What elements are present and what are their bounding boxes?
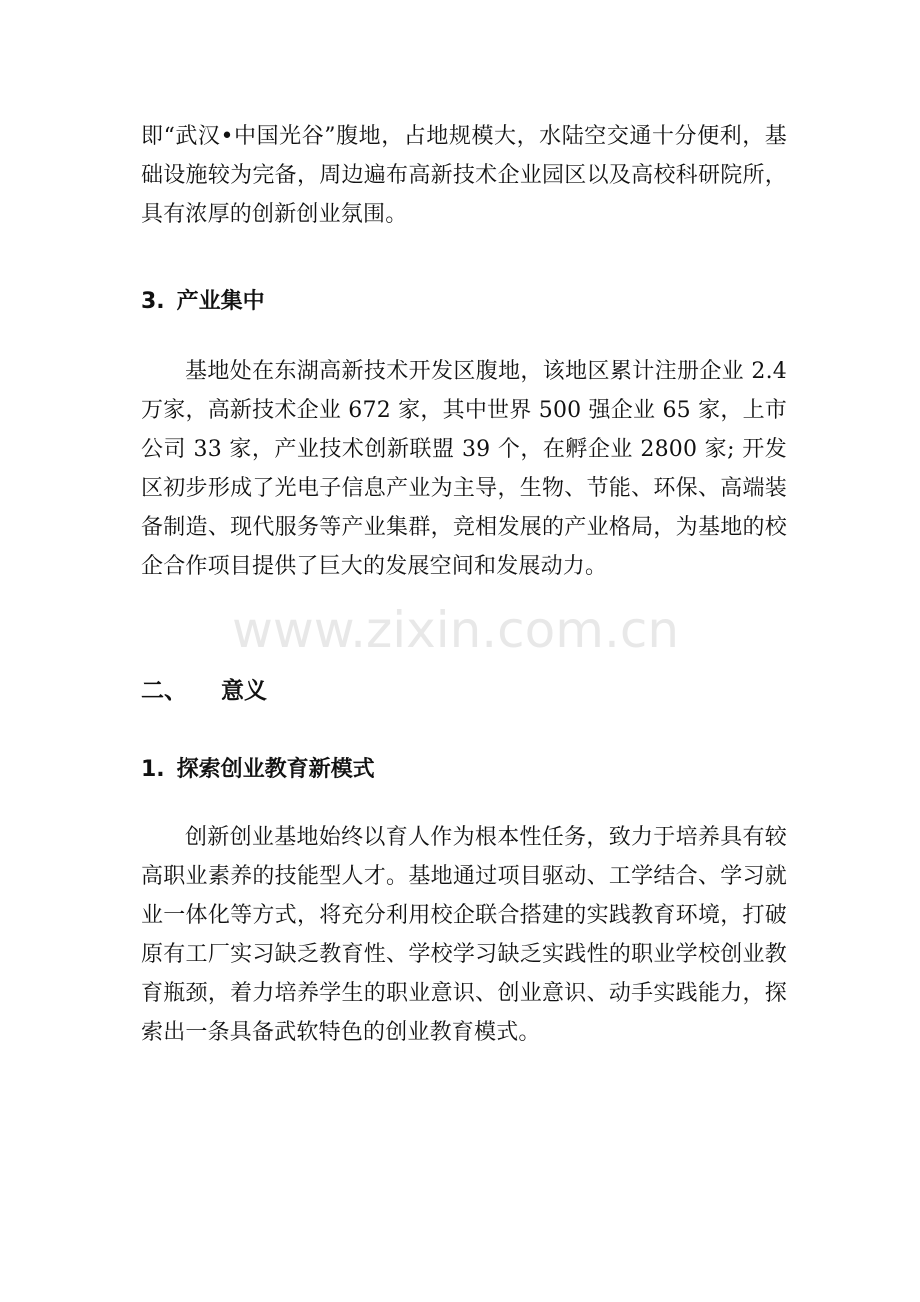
paragraph-education-model: 创新创业基地始终以育人作为根本性任务，致力于培养具有较高职业素养的技能型人才。基地通过项目驱动、工学结合、学习就业一体化等方式，将充分利用校企联合搭建的实践教育环境，打破原有工厂实习缺乏教育性、学校学习缺乏实践性的职业学校创业教育瓶颈，着力培养学生的职业意识、创业意识、动手实践能力，探索出一条具备武软特色的创业教育模式。 (141, 825, 787, 1045)
heading-title: 意义 (221, 678, 267, 704)
heading-number: 二、 (141, 678, 187, 704)
watermark: www.zixin.com.cn (232, 601, 680, 659)
heading-industry-concentration (141, 287, 265, 317)
heading-title: 探索创业教育新模式 (176, 757, 375, 782)
heading-number: 1. (141, 757, 165, 782)
heading-explore-education-model (141, 755, 375, 785)
heading-significance (141, 676, 267, 706)
heading-number: 3. (141, 289, 165, 314)
paragraph-industry: 基地处在东湖高新技术开发区腹地，该地区累计注册企业 2.4 万家，高新技术企业 672 家，其中世界 500 强企业 65 家，上市公司 33 家，产业技术创新联盟 39 个，在孵企业 2800 家; 开发区初步形成了光电子信息产业为主导，生物、节能、环保、高端装备制造、现代服务等产业集群，竞相发展的产业格局，为基地的校企合作项目提供了巨大的发展空间和发展动力。 (141, 359, 787, 579)
paragraph-location: 即“武汉•中国光谷”腹地，占地规模大，水陆空交通十分便利，基础设施较为完备，周边遍布高新技术企业园区以及高校科研院所，具有浓厚的创新创业氛围。 (141, 124, 787, 227)
heading-title: 产业集中 (176, 289, 265, 314)
